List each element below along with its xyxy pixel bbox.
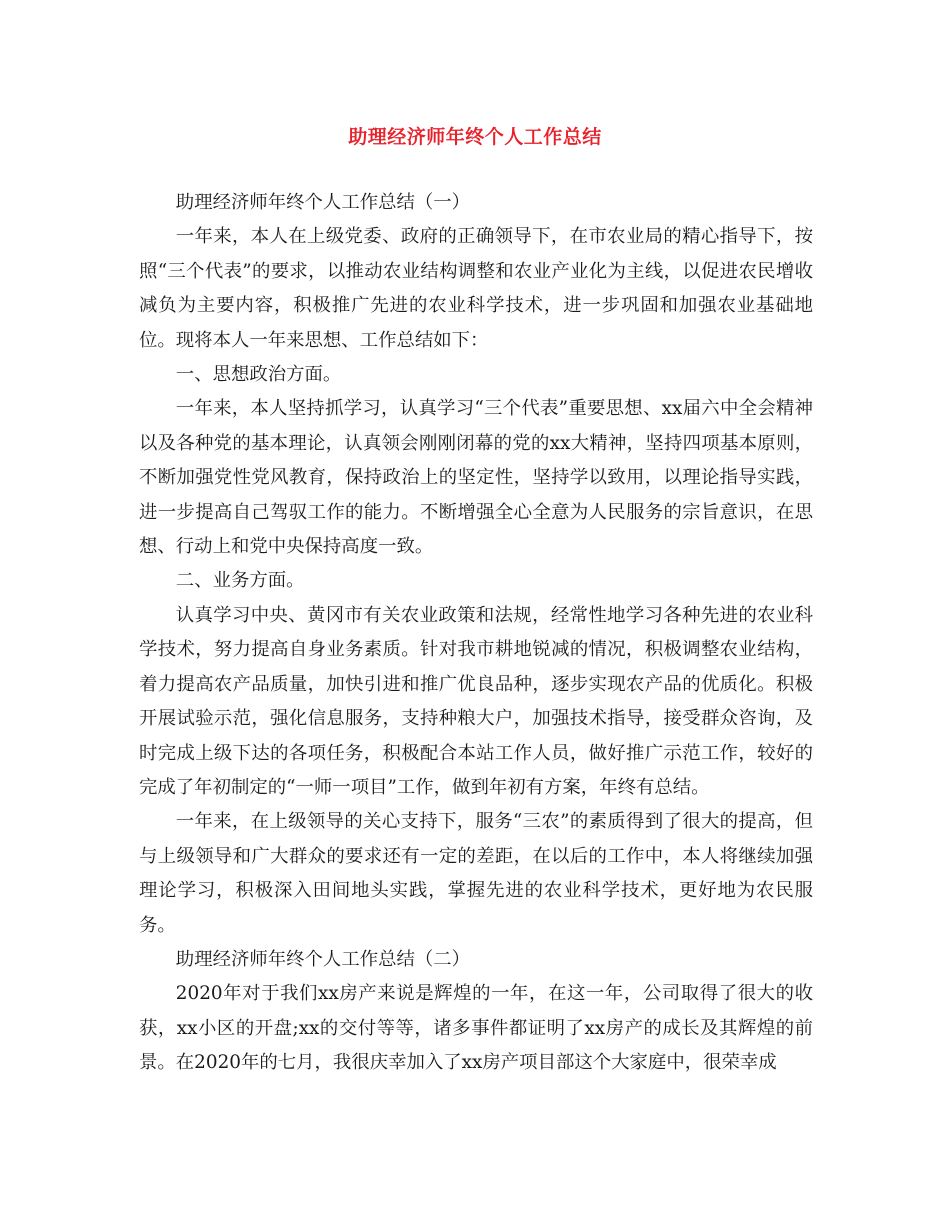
body-paragraph: 一年来，本人坚持抓学习，认真学习“三个代表”重要思想、xx届六中全会精神以及各种党的基本理论，认真领会刚刚闭幕的党的xx大精神，坚持四项基本原则，不断加强党性党风教育，保持政治上的坚定性，坚持学以致用，以理论指导实践，进一步提高自己驾驭工作的能力。不断增强全心全意为人民服务的宗旨意识，在思想、行动上和党中央保持高度一致。	[139, 398, 813, 558]
subsection-heading-ideology: 一、思想政治方面。	[175, 364, 342, 386]
body-paragraph: 认真学习中央、黄冈市有关农业政策和法规，经常性地学习各种先进的农业科学技术，努力提高自身业务素质。针对我市耕地锐减的情况，积极调整农业结构，着力提高农产品质量，加快引进和推广优良品种，逐步实现农产品的优质化。积极开展试验示范，强化信息服务，支持种粮大户，加强技术指导，接受群众咨询，及时完成上级下达的各项任务，积极配合本站工作人员，做好推广示范工作，较好的完成了年初制定的“一师一项目”工作，做到年初有方案，年终有总结。	[139, 604, 813, 798]
body-paragraph: 一年来，本人在上级党委、政府的正确领导下，在市农业局的精心指导下，按照“三个代表”的要求，以推动农业结构调整和农业产业化为主线，以促进农民增收减负为主要内容，积极推广先进的农业科学技术，进一步巩固和加强农业基础地位。现将本人一年来思想、工作总结如下：	[139, 226, 813, 351]
subsection-heading-business: 二、业务方面。	[175, 570, 305, 592]
body-paragraph: 2020年对于我们xx房产来说是辉煌的一年，在这一年，公司取得了很大的收获，xx小区的开盘;xx的交付等等，诸多事件都证明了xx房产的成长及其辉煌的前景。在2020年的七月，我很庆幸加入了xx房产项目部这个大家庭中，很荣幸成	[139, 983, 813, 1074]
document-body	[139, 186, 813, 1081]
section-heading-one: 助理经济师年终个人工作总结（一）	[175, 192, 471, 213]
body-paragraph: 一年来，在上级领导的关心支持下，服务“三农”的素质得到了很大的提高，但与上级领导和广大群众的要求还有一定的差距，在以后的工作中，本人将继续加强理论学习，积极深入田间地头实践，掌握先进的农业科学技术，更好地为农民服务。	[139, 811, 813, 936]
document-title: 助理经济师年终个人工作总结	[348, 126, 602, 148]
section-heading-two: 助理经济师年终个人工作总结（二）	[175, 948, 471, 970]
